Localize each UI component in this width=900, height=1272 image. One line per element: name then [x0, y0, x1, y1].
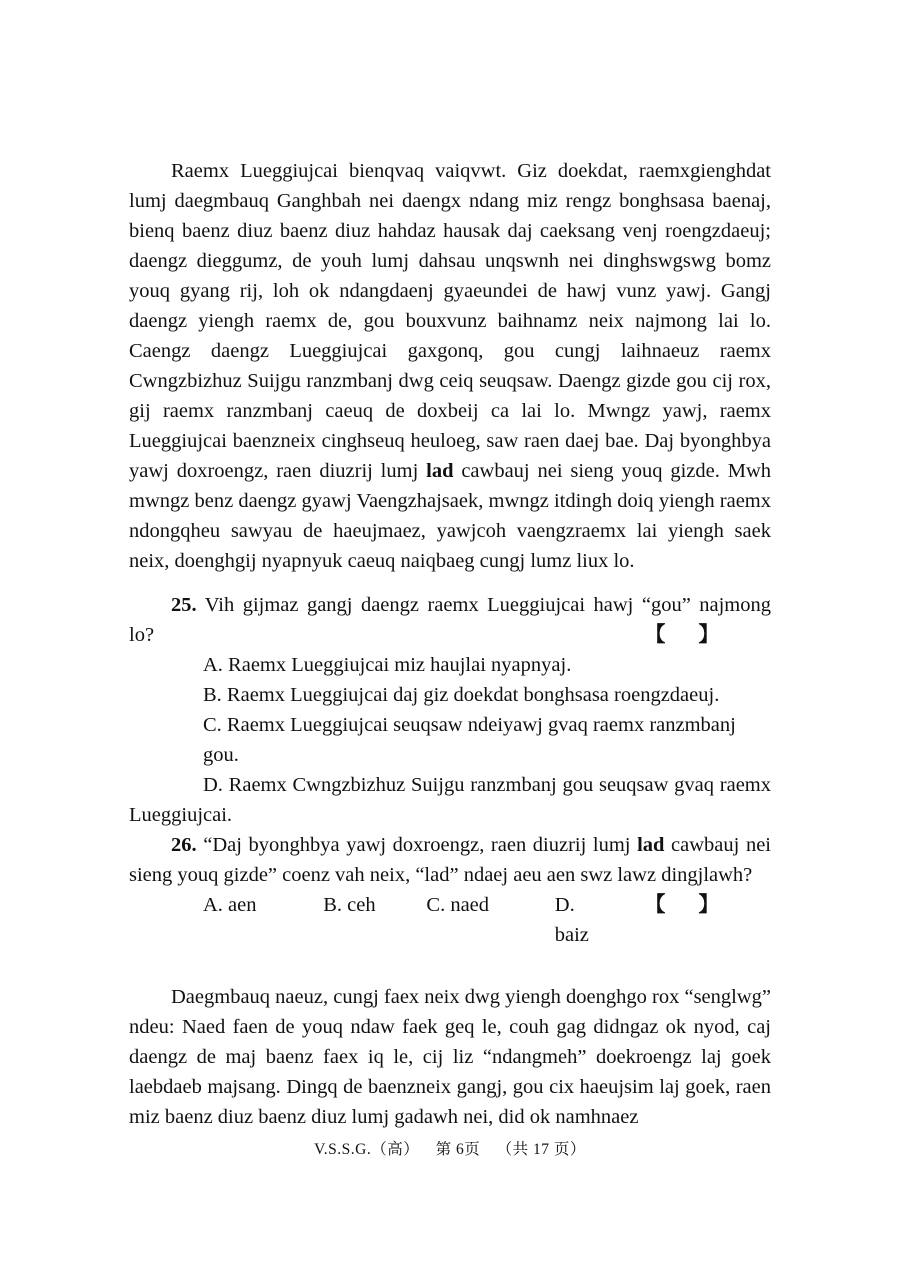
footer-code: V.S.S.G.（高）: [314, 1141, 420, 1158]
option-a: A. aen: [203, 894, 257, 916]
footer-page-number: 第 6页: [435, 1141, 481, 1158]
option-a: A. Raemx Lueggiujcai miz haujlai nyapnyaj.: [203, 654, 572, 676]
question-number: 25.: [171, 594, 197, 616]
answer-bracket: 【 】: [644, 894, 733, 916]
question-25-options: [129, 650, 771, 830]
option-c: C. naed: [426, 894, 490, 916]
answer-bracket: 【 】: [644, 624, 733, 646]
option-c: C. Raemx Lueggiujcai seuqsaw ndeiyawj gvaq raemx ranzmbanj gou.: [203, 714, 736, 766]
document-body: [129, 156, 771, 1132]
bold-word: lad: [637, 834, 665, 856]
option-b: B. Raemx Lueggiujcai daj giz doekdat bonghsasa roengzdaeuj.: [203, 684, 720, 706]
page-footer: [0, 1137, 900, 1159]
option-b: B. ceh: [323, 894, 376, 916]
option-d: D. baiz: [554, 894, 589, 946]
question-text: cawbauj nei sieng youq gizde” coenz vah neix, “lad” ndaej aeu aen swz lawz dingjlawh?: [129, 834, 771, 886]
question-26-options: [129, 890, 603, 950]
question-25: [129, 590, 771, 650]
question-number: 26.: [171, 834, 197, 856]
passage-text: cawbauj nei sieng youq gizde. Mwh mwngz benz daengz gyawj Vaengzhajsaek, mwngz itdingh doiq yiengh raemx ndongqheu sawyau de haeujmaez, yawjcoh vaengzraemx lai yiengh saek neix, doenghgij nyapnyuk caeuq naiqbaeg cungj lumz liux lo.: [129, 460, 771, 572]
bold-word: lad: [426, 460, 454, 482]
passage-paragraph-1: [129, 156, 771, 576]
question-text: Vih gijmaz gangj daengz raemx Lueggiujcai hawj “gou” najmong lo?: [129, 594, 771, 646]
option-d: D. Raemx Cwngzbizhuz Suijgu ranzmbanj gou seuqsaw gvaq raemx Lueggiujcai.: [129, 774, 771, 826]
passage-text: Raemx Lueggiujcai bienqvaq vaiqvwt. Giz doekdat, raemxgienghdat lumj daegmbauq Ganghbah nei daengx ndang miz rengz bonghsasa baenaj, bienq baenz diuz baenz diuz hahdaz hausak daj caeksang venj roengzdaeuj; daengz dieggumz, de youh lumj dahsau unqswnh nei dinghswgswg bomz youq gyang rij, loh ok ndangdaenj gyaeundei de hawj vunz yawj. Gangj daengz yiengh raemx de, gou bouxvunz baihnamz neix najmong lai lo. Caengz daengz Lueggiujcai gaxgonq, gou cungj laihnaeuz raemx Cwngzbizhuz Suijgu ranzmbanj dwg ceiq seuqsaw. Daengz gizde gou cij rox, gij raemx ranzmbanj caeuq de doxbeij ca lai lo. Mwngz yawj, raemx Lueggiujcai baenzneix cinghseuq heuloeg, saw raen daej bae. Daj byonghbya yawj doxroengz, raen diuzrij lumj: [129, 160, 771, 482]
question-text: “Daj byonghbya yawj doxroengz, raen diuzrij lumj: [196, 834, 638, 856]
footer-total-pages: （共 17 页）: [496, 1141, 586, 1158]
passage-paragraph-2: Daegmbauq naeuz, cungj faex neix dwg yiengh doenghgo rox “senglwg” ndeu: Naed faen de youq ndaw faek geq le, couh gag didngaz ok nyod, caj daengz de maj baenz faex iq le, cij liz “ndangmeh” doekroengz laj goek laebdaeb majsang. Dingq de baenzneix gangj, gou cix haeujsim laj goek, raen miz baenz diuz baenz diuz lumj gadawh nei, did ok namhnaez: [129, 986, 772, 1128]
